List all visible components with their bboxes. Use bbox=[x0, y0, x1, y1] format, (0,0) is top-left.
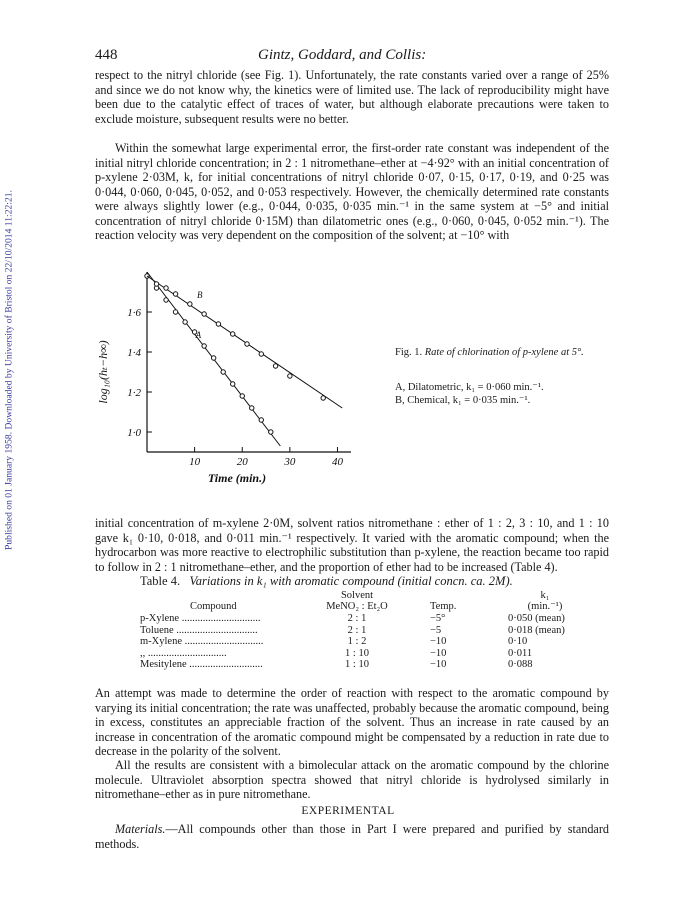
y-axis-label: log₁₀(hₜ−h∞) bbox=[96, 340, 110, 404]
data-point-b bbox=[273, 364, 277, 368]
paragraph-6 bbox=[95, 822, 609, 851]
data-point-b bbox=[216, 322, 220, 326]
page-number: 448 bbox=[95, 47, 118, 63]
header-solvent-line1: Solvent bbox=[340, 590, 374, 601]
download-notice-sidebar bbox=[2, 150, 16, 590]
download-notice-text: Published on 01 January 1958. Downloaded by University of Bristol on 22/10/2014 11:22:21. bbox=[3, 190, 15, 550]
data-point-a bbox=[250, 406, 254, 410]
table-cell-temp: −10 bbox=[430, 636, 447, 647]
experimental-heading: EXPERIMENTAL bbox=[301, 805, 395, 817]
data-point-b bbox=[231, 332, 235, 336]
header-k-line2: (min.⁻¹) bbox=[527, 601, 563, 612]
data-point-b bbox=[164, 286, 168, 290]
data-point-a bbox=[164, 298, 168, 302]
paragraph-3: initial concentration of m-xylene 2·0M, solvent ratios nitromethane : ether of 1 : 2, 3 : 10, and 1 : 10 gave k₁ 0·10, 0·018, and 0·011 min.⁻¹ respectively. It varied with the aromatic compound; when the hydrocarbon was more reactive to electrophilic substitution than p-xylene, the reaction became too rapid to follow in 2 : 1 nitromethane–ether, and the proportion of ether had to be increased (Table 4). bbox=[95, 516, 609, 574]
figure-caption-prefix: Fig. 1. bbox=[395, 347, 423, 358]
data-point-b bbox=[321, 396, 325, 400]
data-point-a bbox=[211, 356, 215, 360]
figure-caption-title: Rate of chlorination of p-xylene at 5°. bbox=[424, 347, 584, 358]
figure-caption bbox=[395, 347, 584, 358]
x-tick-label: 30 bbox=[284, 456, 296, 468]
figure-legend-a: A, Dilatometric, k₁ = 0·060 min.⁻¹. bbox=[395, 382, 544, 393]
table-cell-k: 0·10 bbox=[508, 636, 528, 647]
table-cell-compound: Toluene ............................... bbox=[140, 624, 258, 636]
figure-1-chart bbox=[95, 268, 365, 508]
table-caption bbox=[140, 574, 513, 589]
data-point-b bbox=[173, 292, 177, 296]
data-point-b bbox=[202, 312, 206, 316]
table-cell-solvent: 1 : 10 bbox=[345, 659, 369, 670]
table-cell-k: 0·011 bbox=[508, 647, 533, 659]
data-point-b bbox=[154, 282, 158, 286]
table-caption-label: Table 4. bbox=[140, 574, 181, 588]
paragraph-4: An attempt was made to determine the order of reaction with respect to the aromatic compound by varying its initial concentration; the rate was unaffected, probably because the aromatic compound, being in excess, constitutes an appreciable fraction of the solvent. Thus an increase in rate caused by an increase in concentration of the aromatic compound might be compensated by a reduction in rate due to decrease in the polarity of the solvent. bbox=[95, 686, 609, 758]
data-point-a bbox=[221, 370, 225, 374]
paragraph-2: Within the somewhat large experimental error, the first-order rate constant was independent of the initial nitryl chloride concentration; in 2 : 1 nitromethane–ether at −4·92° with an initial concentration of p-xylene 2·03M, k, for initial concentrations of nitryl chloride 0·07, 0·15, 0·17, 0·19, and 0·25 was 0·044, 0·060, 0·045, 0·052, and 0·053 respectively. However, the chemically determined rate constants were always slightly lower (e.g., 0·044, 0·035, 0·035 min.⁻¹ in the same system at −5° and initial concentration of nitryl chloride 0·15M) than dilatometric ones (e.g., 0·060, 0·045, 0·052 min.⁻¹). The reaction velocity was very dependent on the composition of the solvent; at −10° with bbox=[95, 141, 609, 242]
x-axis-label: Time (min.) bbox=[207, 471, 267, 485]
header-k-line1: k₁ bbox=[540, 590, 550, 601]
table-cell-k: 0·018 (mean) bbox=[508, 624, 565, 636]
data-point-a bbox=[259, 418, 263, 422]
data-point-b bbox=[188, 302, 192, 306]
data-point-a bbox=[231, 382, 235, 386]
table-cell-compound: Mesitylene ............................ bbox=[140, 659, 263, 670]
y-tick-label: 1·0 bbox=[127, 427, 141, 439]
table-cell-compound: p-Xylene .............................. bbox=[140, 613, 261, 624]
data-point-a bbox=[269, 430, 273, 434]
paragraph-5: All the results are consistent with a bimolecular attack on the aromatic compound by the chlorine molecule. Ultraviolet absorption spectra showed that nitryl chloride is hydrolysed similarly in nitromethane–ether as in pure nitromethane. bbox=[95, 758, 609, 801]
y-tick-label: 1·2 bbox=[127, 387, 141, 399]
header-solvent-line2: MeNO₂ : Et₂O bbox=[326, 601, 388, 612]
table-cell-solvent: 2 : 1 bbox=[347, 624, 367, 636]
table-caption-title: Variations in k₁ with aromatic compound (initial concn. ca. 2M). bbox=[189, 574, 513, 588]
data-point-a bbox=[183, 320, 187, 324]
table-cell-solvent: 1 : 10 bbox=[345, 647, 369, 659]
header-compound: Compound bbox=[190, 601, 237, 612]
table-cell-temp: −5° bbox=[430, 613, 446, 624]
curve-label-b: B bbox=[197, 290, 203, 300]
curve-label-a: A bbox=[195, 330, 202, 340]
figure-legend-b: B, Chemical, k₁ = 0·035 min.⁻¹. bbox=[395, 395, 531, 406]
y-tick-label: 1·4 bbox=[127, 347, 141, 359]
table-cell-compound: m-Xylene .............................. bbox=[140, 636, 264, 647]
x-tick-label: 10 bbox=[189, 456, 201, 468]
table-cell-solvent: 1 : 2 bbox=[347, 636, 367, 647]
paragraph-1: respect to the nitryl chloride (see Fig. 1). Unfortunately, the rate constants varied over a range of 25% and since we do not know why, the kinetics were of limited use. The lack of reproducibility might have been due to the catalytic effect of traces of water, but although elaborate precautions were taken to exclude moisture, subsequent results were no better. bbox=[95, 68, 609, 126]
running-head: Gintz, Goddard, and Collis: bbox=[258, 47, 427, 63]
x-tick-label: 40 bbox=[331, 456, 343, 468]
x-tick-label: 20 bbox=[236, 456, 248, 468]
table-cell-temp: −10 bbox=[430, 647, 447, 659]
table-cell-compound: ,, .............................. bbox=[140, 647, 227, 659]
y-tick-label: 1·6 bbox=[127, 307, 141, 319]
data-point-a bbox=[240, 394, 244, 398]
table-cell-k: 0·050 (mean) bbox=[508, 613, 565, 624]
data-point-a bbox=[173, 310, 177, 314]
materials-label: Materials. bbox=[115, 822, 166, 836]
table-cell-temp: −10 bbox=[430, 659, 447, 670]
table-cell-solvent: 2 : 1 bbox=[347, 613, 367, 624]
table-cell-temp: −5 bbox=[430, 624, 442, 636]
data-point-a bbox=[202, 344, 206, 348]
data-point-b bbox=[288, 374, 292, 378]
materials-text: —All compounds other than those in Part I were prepared and purified by standard methods. bbox=[95, 822, 609, 851]
data-point-b bbox=[245, 342, 249, 346]
header-temp: Temp. bbox=[430, 601, 457, 612]
table-cell-k: 0·088 bbox=[508, 659, 533, 670]
data-point-b bbox=[259, 352, 263, 356]
